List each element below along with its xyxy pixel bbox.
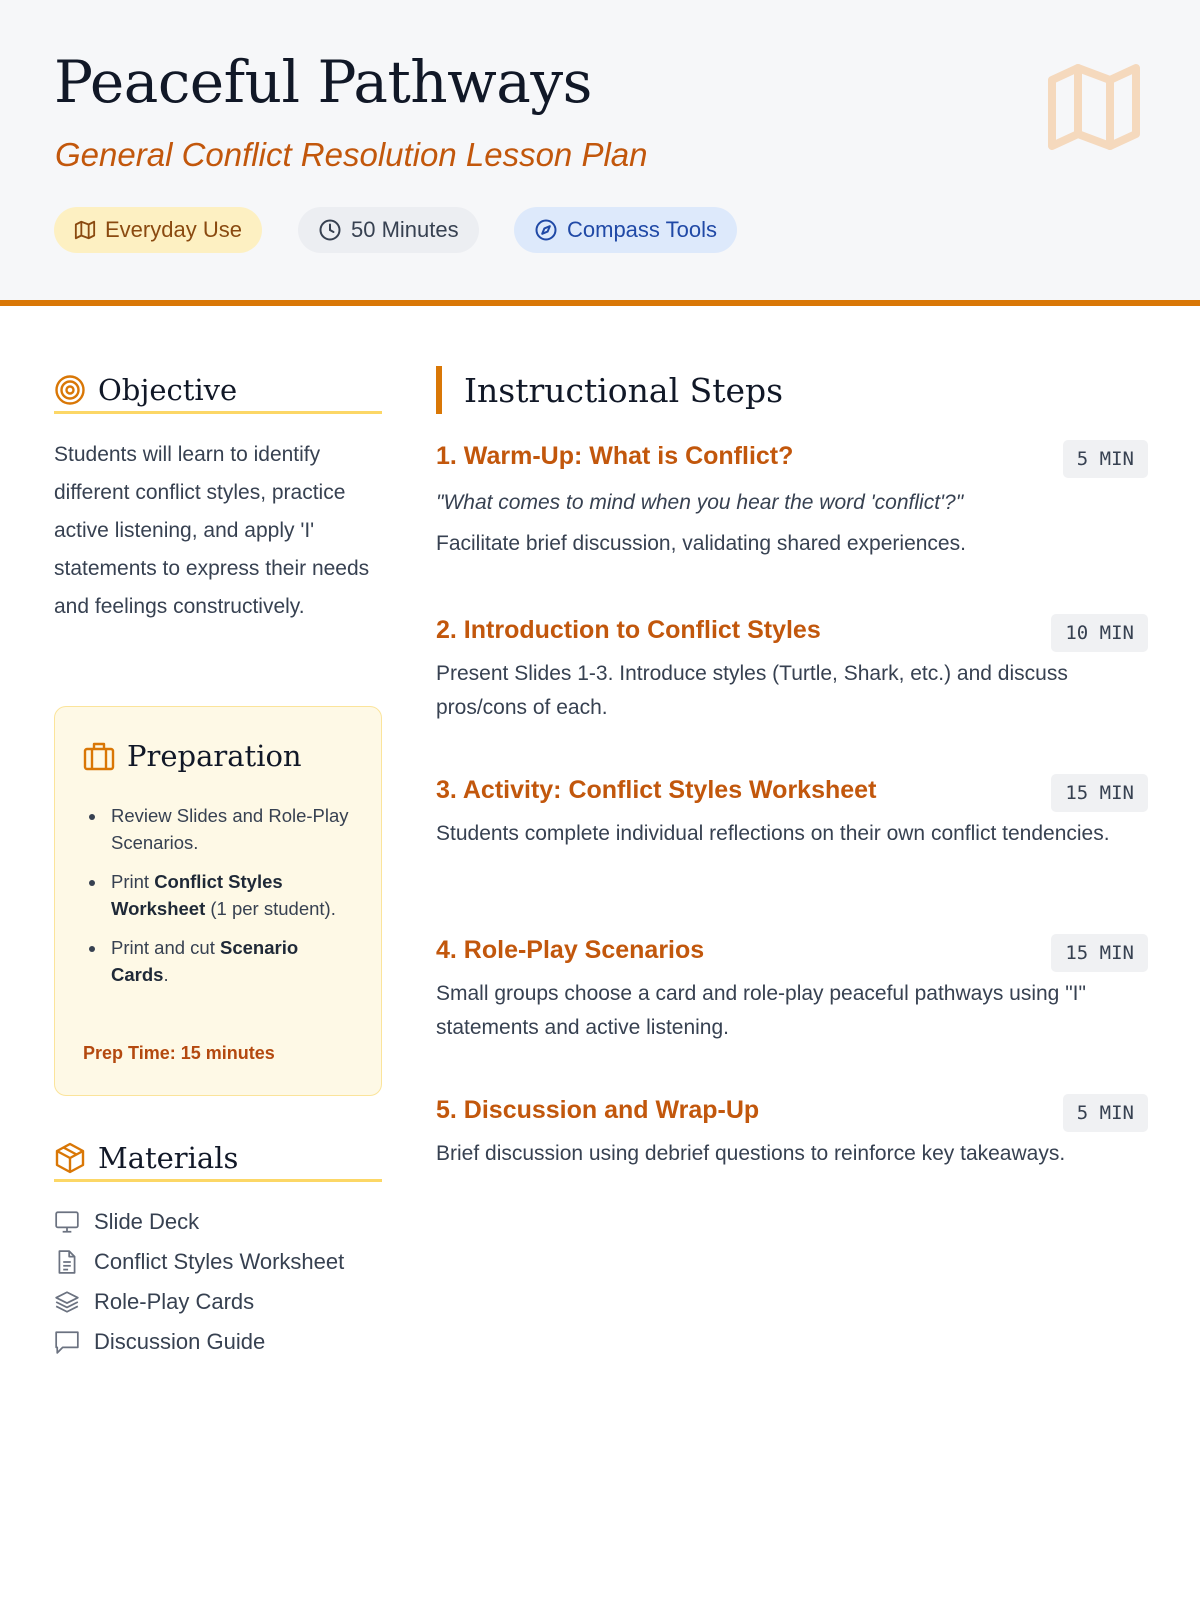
briefcase-icon (83, 741, 115, 771)
steps-heading (436, 366, 783, 414)
prep-time: Prep Time: 15 minutes (83, 1043, 275, 1063)
step-title: 1. Warm-Up: What is Conflict? (436, 442, 794, 470)
list-item (54, 1322, 344, 1362)
tag-duration (298, 207, 479, 253)
step-description: Brief discussion using debrief questions to reinforce key takeaways. (436, 1142, 1066, 1165)
duration-badge: 5 MIN (1063, 440, 1148, 478)
clock-icon (318, 218, 342, 242)
prep-item-text: (1 per student). (205, 897, 336, 919)
step-description: Small groups choose a card and role-play peaceful pathways using "I" statements and active listening. (436, 982, 1086, 1039)
prep-item-text: Print (111, 871, 155, 892)
steps-heading-label: Instructional Steps (464, 370, 784, 410)
step-description: Students complete individual reflections on their own conflict tendencies. (436, 822, 1110, 845)
tag-tools (514, 207, 737, 253)
objective-heading-label: Objective (98, 372, 238, 407)
list-item (54, 1202, 344, 1242)
tag-tools-label: Compass Tools (567, 217, 717, 242)
step-quote: "What comes to mind when you hear the word 'conflict'?" (436, 491, 964, 514)
preparation-heading-label: Preparation (127, 739, 302, 773)
step-title: 3. Activity: Conflict Styles Worksheet (436, 776, 877, 804)
map-icon (74, 219, 96, 241)
prep-item-bold: Scenario Cards (111, 937, 299, 985)
list-item (83, 935, 353, 988)
preparation-list (83, 803, 353, 1001)
page-title: Peaceful Pathways (54, 48, 592, 116)
duration-badge: 10 MIN (1051, 614, 1148, 652)
objective-heading (54, 368, 382, 414)
step-item (436, 616, 1148, 725)
list-item (83, 869, 353, 922)
step-title: 2. Introduction to Conflict Styles (436, 616, 821, 644)
duration-badge: 15 MIN (1051, 934, 1148, 972)
compass-icon (534, 218, 558, 242)
material-label: Discussion Guide (94, 1329, 266, 1354)
list-item (83, 803, 353, 856)
package-icon (54, 1142, 86, 1174)
preparation-card (54, 706, 382, 1096)
tag-usage (54, 207, 262, 253)
step-item (436, 1096, 1148, 1171)
map-icon (1046, 62, 1142, 152)
monitor-icon (54, 1209, 80, 1235)
chat-icon (54, 1329, 80, 1355)
material-label: Slide Deck (94, 1209, 200, 1234)
step-title: 4. Role-Play Scenarios (436, 936, 705, 964)
materials-heading (54, 1136, 382, 1182)
materials-heading-label: Materials (98, 1140, 239, 1175)
material-label: Conflict Styles Worksheet (94, 1249, 345, 1274)
document-icon (54, 1249, 80, 1275)
materials-list (54, 1202, 344, 1362)
step-title: 5. Discussion and Wrap-Up (436, 1096, 760, 1124)
tag-usage-label: Everyday Use (105, 217, 242, 242)
step-item (436, 442, 1148, 561)
header (0, 0, 1200, 306)
duration-badge: 15 MIN (1051, 774, 1148, 812)
preparation-heading (83, 739, 302, 773)
prep-item-text: . (163, 963, 169, 985)
step-item (436, 936, 1148, 1045)
layers-icon (54, 1289, 80, 1315)
prep-item-text: Print and cut (111, 937, 221, 958)
prep-item-bold: Conflict Styles Worksheet (111, 871, 283, 919)
objective-text: Students will learn to identify different conflict styles, practice active listening, and apply 'I' statements to express their needs and feelings constructively. (54, 443, 370, 618)
material-label: Role-Play Cards (94, 1289, 255, 1314)
tag-duration-label: 50 Minutes (351, 217, 459, 242)
step-item (436, 776, 1148, 851)
list-item (54, 1282, 344, 1322)
duration-badge: 5 MIN (1063, 1094, 1148, 1132)
step-description: Facilitate brief discussion, validating shared experiences. (436, 532, 966, 555)
step-description: Present Slides 1-3. Introduce styles (Turtle, Shark, etc.) and discuss pros/cons of each. (436, 662, 1068, 719)
list-item (54, 1242, 344, 1282)
page-subtitle: General Conflict Resolution Lesson Plan (55, 136, 648, 173)
prep-item-text: Review Slides and Role-Play Scenarios. (111, 805, 349, 853)
target-icon (54, 374, 86, 406)
